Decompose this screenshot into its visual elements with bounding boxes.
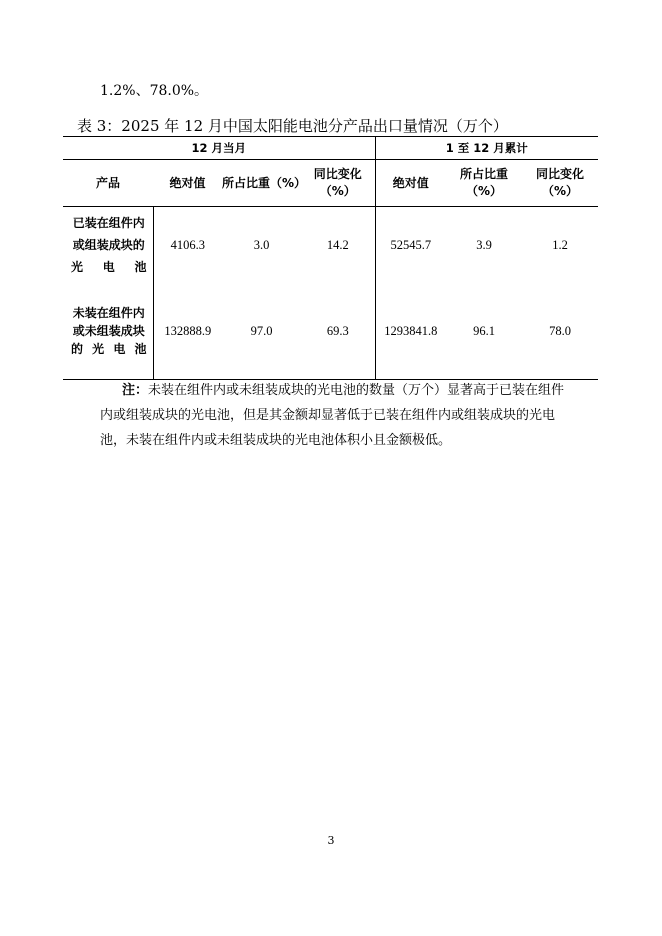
cell-value: 97.0 bbox=[222, 283, 301, 380]
header-share-cum: 所占比重（%） bbox=[446, 160, 522, 207]
header-cumulative: 1 至 12 月累计 bbox=[375, 137, 598, 160]
cell-value: 3.0 bbox=[253, 237, 270, 252]
table-row bbox=[63, 207, 598, 284]
note-label: 注： bbox=[122, 383, 149, 398]
row-product: 未装在组件内或未组装成块的光电池 bbox=[63, 283, 153, 380]
table-note bbox=[100, 378, 570, 453]
header-share-month: 所占比重（%） bbox=[222, 160, 301, 207]
row-product: 已装在组件内或组装成块的光电池 bbox=[63, 207, 153, 284]
header-abs-cum: 绝对值 bbox=[375, 160, 446, 207]
cell-value: 78.0 bbox=[522, 283, 598, 380]
header-month: 12 月当月 bbox=[63, 137, 375, 160]
export-table bbox=[63, 136, 598, 380]
cell-value: 14.2 bbox=[301, 207, 375, 284]
header-abs-month: 绝对值 bbox=[153, 160, 222, 207]
page-number: 3 bbox=[327, 834, 335, 847]
note-text: 未装在组件内或未组装成块的光电池的数量（万个）显著高于已装在组件内或组装成块的光电池，但是其金额却显著低于已装在组件内或组装成块的光电池，未装在组件内或未组装成块的光电池体积小且金额极低。 bbox=[100, 383, 565, 448]
header-product: 产品 bbox=[63, 160, 153, 207]
continued-text: 1.2%、78.0%。 bbox=[100, 83, 209, 99]
cell-value: 4106.3 bbox=[170, 237, 205, 252]
table-row bbox=[63, 283, 598, 380]
cell-value: 3.9 bbox=[476, 237, 492, 252]
header-yoy-cum: 同比变化（%） bbox=[522, 160, 598, 207]
cell-value: 69.3 bbox=[301, 283, 375, 380]
cell-value: 52545.7 bbox=[390, 237, 432, 252]
cell-value: 96.1 bbox=[446, 283, 522, 380]
table-caption: 表 3：2025 年 12 月中国太阳能电池分产品出口量情况（万个） bbox=[77, 117, 508, 135]
cell-value: 1.2 bbox=[552, 237, 568, 252]
header-yoy-month: 同比变化（%） bbox=[301, 160, 375, 207]
cell-value: 132888.9 bbox=[153, 283, 222, 380]
cell-value: 1293841.8 bbox=[375, 283, 446, 380]
